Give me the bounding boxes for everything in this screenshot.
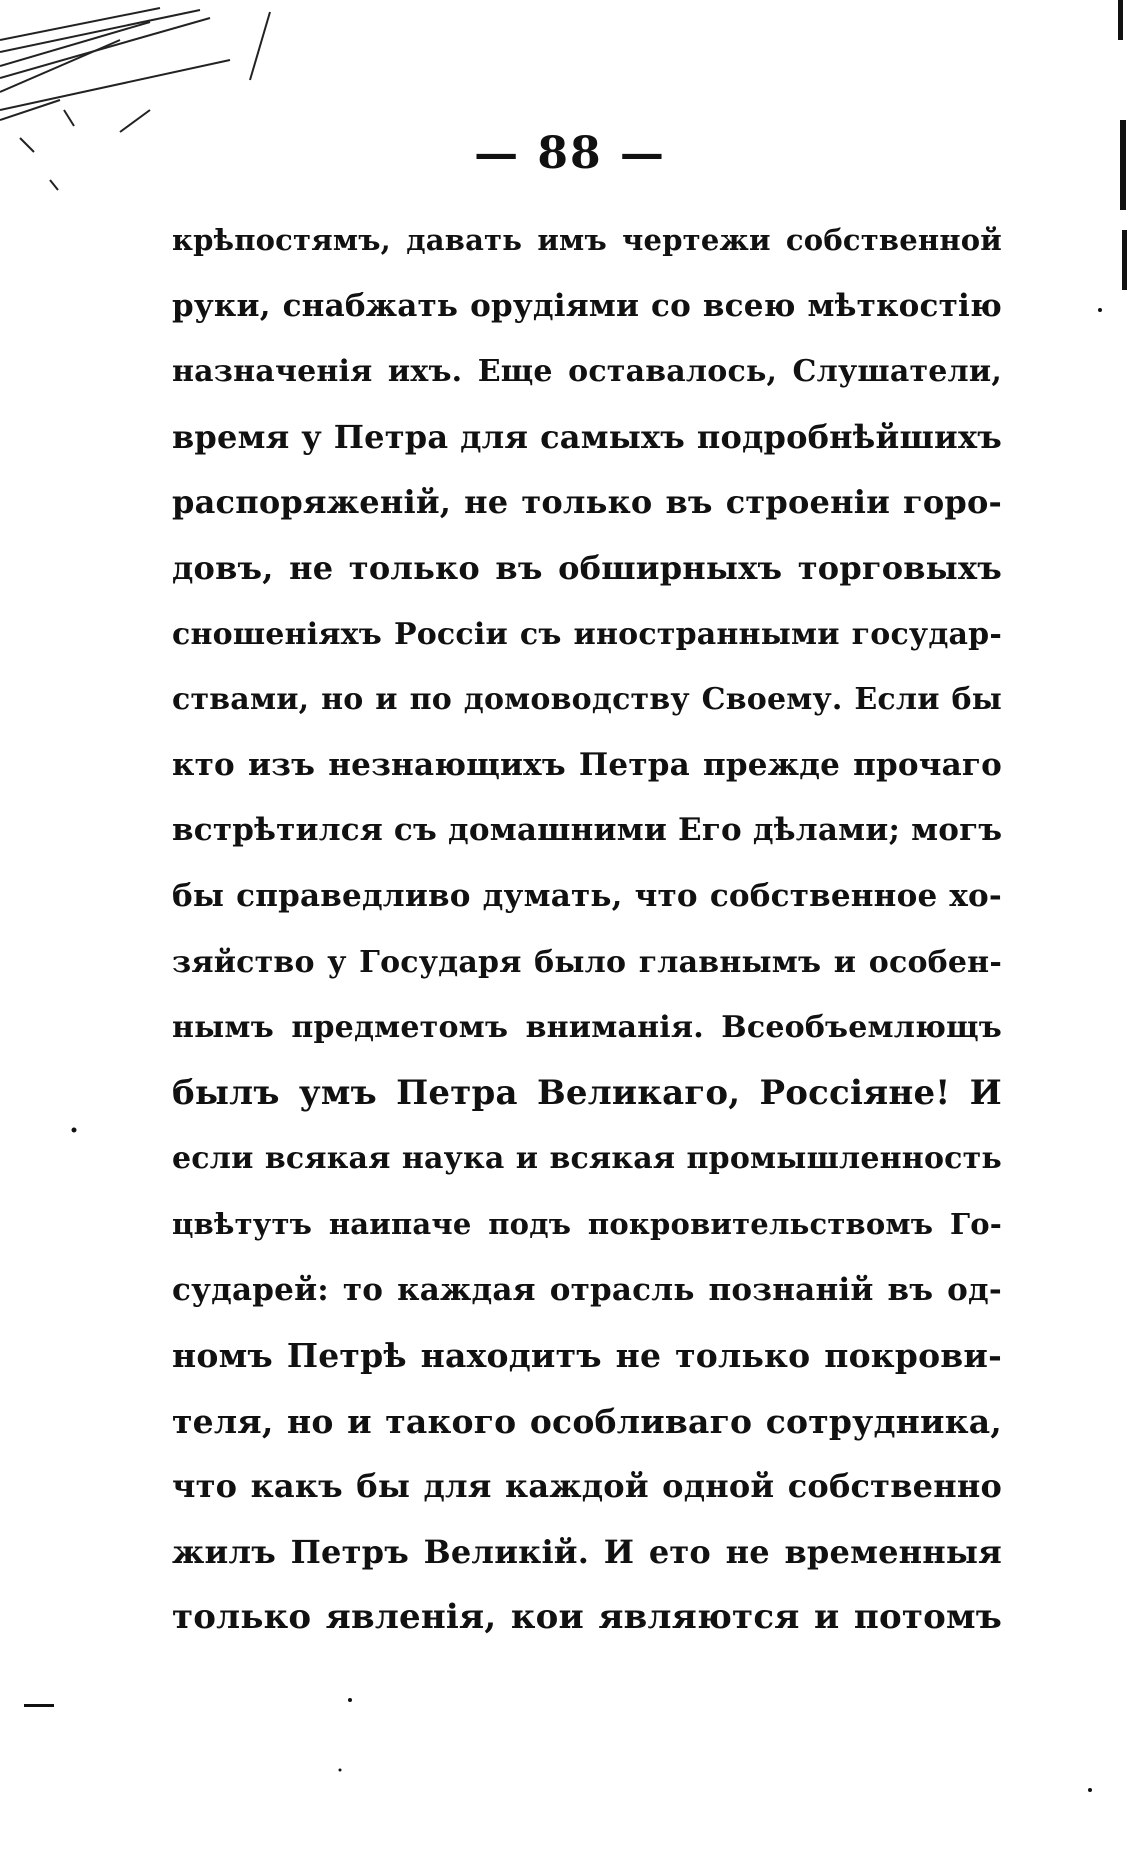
text-line: номъ Петрѣ находитъ не только покрови- <box>172 1336 1002 1376</box>
text-line: распоряженій, не только въ строеніи горо- <box>172 483 1002 522</box>
text-line: бы справедливо думать, что собственное хо- <box>172 877 1002 914</box>
text-line: жилъ Петръ Великій. И ето не временныя <box>172 1532 1002 1571</box>
page-number: — 88 — <box>474 128 666 179</box>
text-line: цвѣтутъ наипаче подъ покровительствомъ Го- <box>172 1206 1002 1241</box>
text-line: сношеніяхъ Россіи съ иностранными государ- <box>172 616 1002 652</box>
text-line: сударей: то каждая отрасль познаній въ од- <box>172 1271 1002 1308</box>
text-line: кто изъ незнающихъ Петра прежде прочаго <box>172 746 1002 783</box>
text-line: довъ, не только въ обширныхъ торговыхъ <box>172 548 1002 587</box>
text-line: только явленія, кои являются и потомъ <box>172 1597 1002 1638</box>
body-text <box>172 208 1002 1651</box>
text-line: если всякая наука и всякая промышленность <box>172 1141 1002 1177</box>
text-line: что какъ бы для каждой одной собственно <box>172 1467 1002 1506</box>
text-line: ствами, но и по домоводству Своему. Если бы <box>172 682 1002 718</box>
text-line: теля, но и такого особливаго сотрудника, <box>172 1401 1002 1441</box>
text-line: зяйство у Государя было главнымъ и особен- <box>172 944 1002 980</box>
text-line: время у Петра для самыхъ подробнѣйшихъ <box>172 417 1002 456</box>
text-line: назначенія ихъ. Еще оставалось, Слушатели, <box>172 354 1002 390</box>
text-line: встрѣтился съ домашними Его дѣлами; могъ <box>172 812 1003 849</box>
text-line: руки, снабжать орудіями со всею мѣткостію <box>172 287 1002 324</box>
text-line: нымъ предметомъ вниманія. Всеобъемлющъ <box>172 1010 1002 1046</box>
text-line: былъ умъ Петра Великаго, Россіяне! И <box>172 1072 1002 1113</box>
text-line: крѣпостямъ, давать имъ чертежи собственной <box>172 223 1002 257</box>
